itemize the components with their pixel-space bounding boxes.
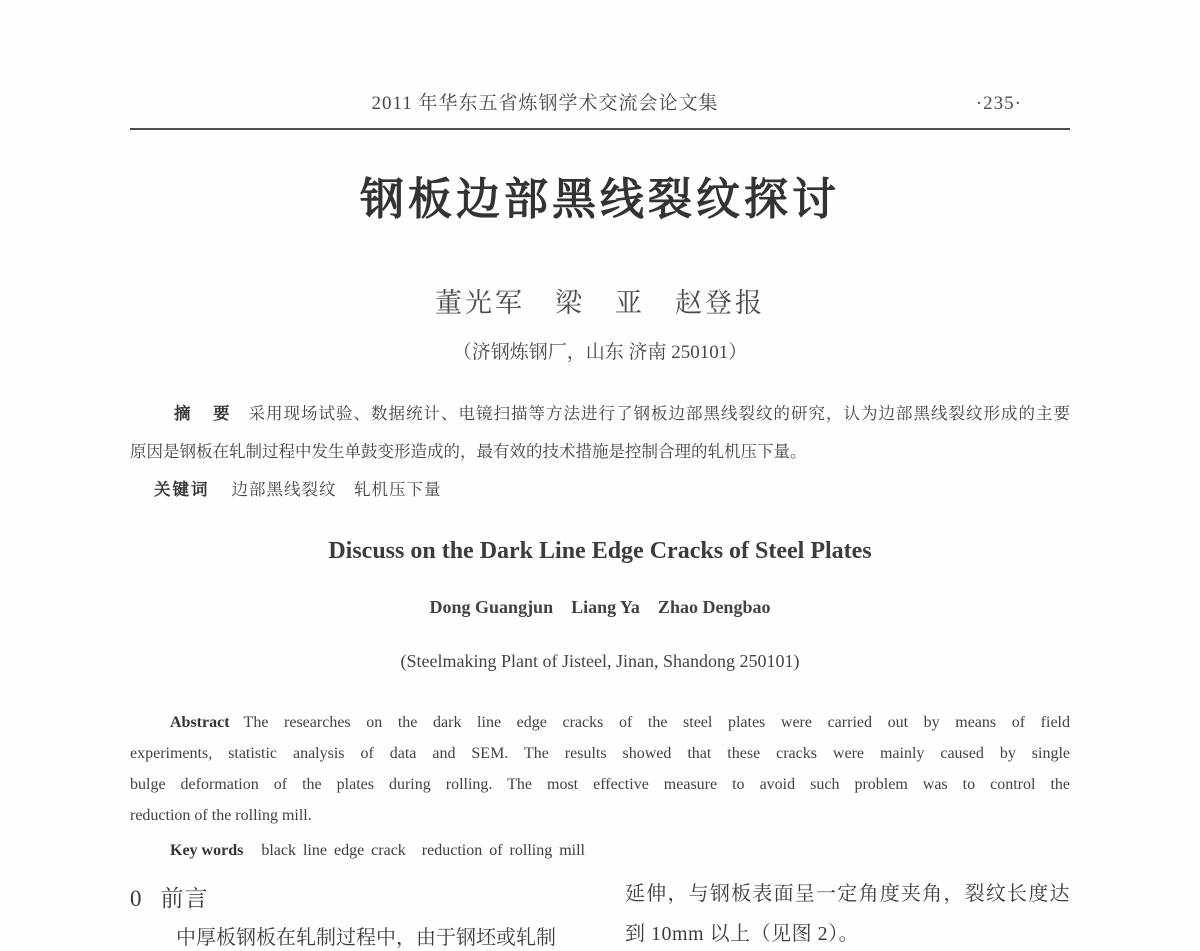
authors-zh: 董光军 梁 亚 赵登报 bbox=[435, 288, 765, 318]
running-header bbox=[130, 0, 1070, 116]
keywords-en-terms: black line edge crack reduction of rolling mill bbox=[261, 842, 586, 859]
header-rule bbox=[130, 128, 1070, 130]
authors-en: Dong Guangjun Liang Ya Zhao Dengbao bbox=[429, 597, 771, 617]
abstract-en-line-2: experiments, statistic analysis of data and SEM. The results showed that these cracks were mainly caused by single bbox=[130, 745, 1070, 762]
paper-title-zh: 钢板边部黑线裂纹探讨 bbox=[360, 175, 840, 224]
keywords-zh bbox=[130, 471, 1070, 509]
abstract-en bbox=[130, 707, 1070, 831]
abstract-en-line-1 bbox=[130, 707, 1070, 738]
paragraph-right-line-2: 到 10mm 以上（见图 2）。 bbox=[625, 923, 860, 945]
paragraph-right-line-1: 延伸，与钢板表面呈一定角度夹角，裂纹长度达 bbox=[625, 883, 1070, 905]
section-heading bbox=[130, 882, 575, 916]
abstract-en-line-4: reduction of the rolling mill. bbox=[130, 807, 312, 824]
page-number: ·235· bbox=[975, 93, 1022, 114]
abstract-zh-text-1: 采用现场试验、数据统计、电镜扫描等方法进行了钢板边部黑线裂纹的研究，认为边部黑线裂纹形成的主要 bbox=[248, 404, 1070, 423]
page-content bbox=[130, 0, 1070, 951]
affiliation-zh: （济钢炼钢厂，山东 济南 250101） bbox=[452, 342, 748, 363]
abstract-zh-label: 摘 要 bbox=[174, 404, 233, 423]
paper-title-en: Discuss on the Dark Line Edge Cracks of Steel Plates bbox=[328, 538, 872, 564]
keywords-zh-terms: 边部黑线裂纹 轧机压下量 bbox=[231, 480, 442, 499]
section-title: 前言 bbox=[160, 886, 209, 911]
proceedings-title: 2011 年华东五省炼钢学术交流会论文集 bbox=[371, 93, 719, 114]
body-columns bbox=[130, 882, 1070, 951]
abstract-zh-line-2: 原因是钢板在轧制过程中发生单鼓变形造成的，最有效的技术措施是控制合理的轧机压下量。 bbox=[130, 442, 807, 461]
keywords-zh-label: 关键词 bbox=[154, 480, 210, 499]
column-right bbox=[625, 874, 1070, 951]
section-number: 0 bbox=[130, 886, 143, 911]
paragraph-intro-line: 中厚板钢板在轧制过程中，由于钢坯或轧制 bbox=[176, 927, 556, 949]
abstract-zh bbox=[130, 395, 1070, 509]
abstract-en-text-1: The researches on the dark line edge cracks of the steel plates were carried out by means of field bbox=[243, 714, 1070, 731]
abstract-en-line-3: bulge deformation of the plates during rolling. The most effective measure to avoid such problem was to control the bbox=[130, 776, 1070, 793]
column-left bbox=[130, 882, 575, 951]
abstract-en-label: Abstract bbox=[170, 714, 230, 731]
keywords-en-label: Key words bbox=[170, 842, 244, 859]
abstract-zh-line-1 bbox=[130, 395, 1070, 433]
keywords-en bbox=[130, 835, 1070, 866]
affiliation-en: (Steelmaking Plant of Jisteel, Jinan, Shandong 250101) bbox=[400, 651, 800, 671]
